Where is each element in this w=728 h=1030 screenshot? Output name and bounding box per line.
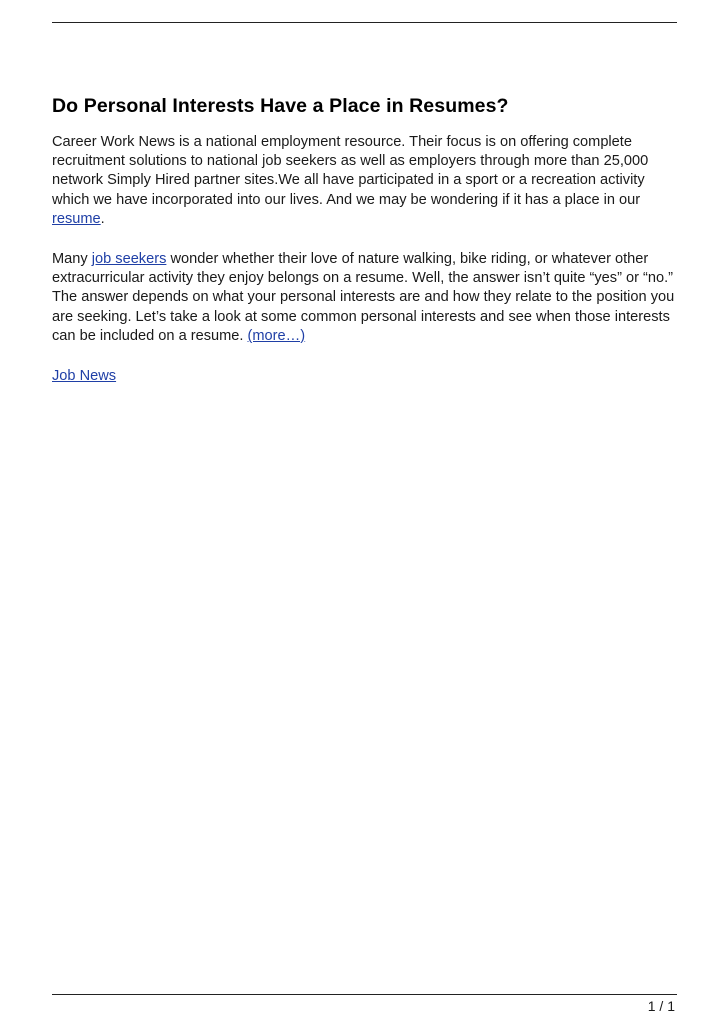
- footer-rule: [52, 994, 677, 995]
- paragraph-intro: [52, 133, 677, 229]
- category-line: [52, 367, 677, 386]
- article: [52, 93, 677, 407]
- page-title: Do Personal Interests Have a Place in Resumes?: [52, 95, 509, 117]
- header-rule: [52, 22, 677, 23]
- paragraph-intro-end: .: [100, 210, 105, 227]
- job-seekers-link[interactable]: job seekers: [91, 251, 167, 268]
- paragraph-body: [52, 250, 677, 346]
- more-link[interactable]: (more…): [247, 327, 306, 344]
- paragraph-intro-text: Career Work News is a national employment resource. Their focus is on offering complete recruitment solutions to national job seekers as well as employers through more than 25,000 network Simply Hired partner sites.We all have participated in a sport or a recreation activity which we have incorporated into our lives. And we may be wondering if it has a place in our: [52, 134, 649, 208]
- resume-link[interactable]: resume: [52, 210, 101, 227]
- category-link-job-news[interactable]: Job News: [52, 368, 117, 385]
- page-number: 1 / 1: [647, 998, 675, 1014]
- paragraph-body-start: Many: [52, 251, 92, 268]
- paragraph-body-text: wonder whether their love of nature walking, bike riding, or whatever other extracurricular activity they enjoy belongs on a resume. Well, the answer isn’t quite “yes” or “no.” The answer depends on what your personal interests are and how they relate to the position you are seeking. Let’s take a look at some common personal interests and see when those interests can be included on a resume.: [52, 251, 675, 344]
